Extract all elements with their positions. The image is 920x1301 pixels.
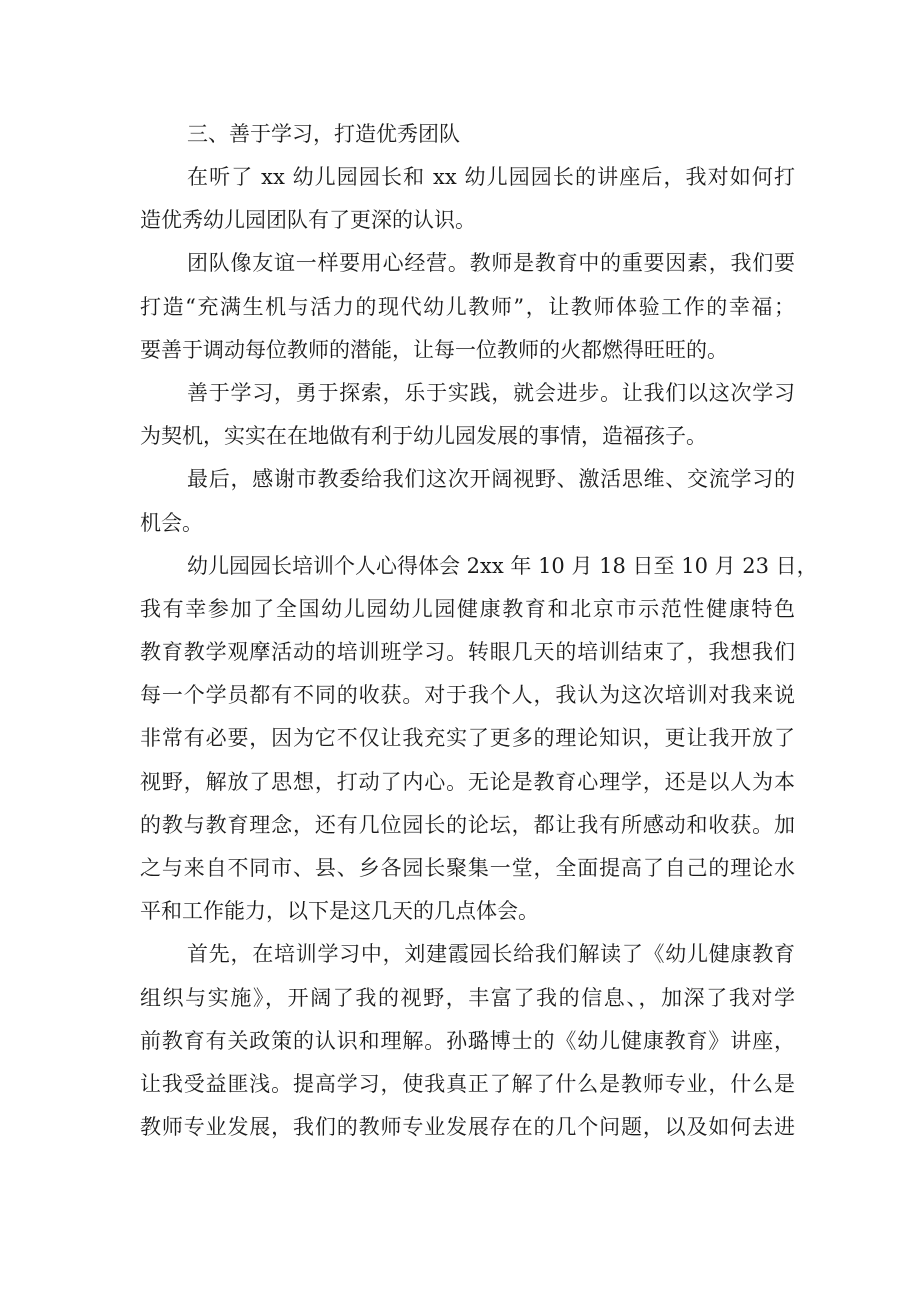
paragraph-line: 的教与教育理念，还有几位园长的论坛，都让我有所感动和收获。加	[140, 812, 795, 837]
document-body	[140, 112, 818, 1149]
paragraph	[140, 372, 795, 458]
paragraph-line: 前教育有关政策的认识和理解。孙璐博士的《幼儿健康教育》讲座，	[140, 1028, 795, 1053]
paragraph-line: 机会。	[140, 510, 203, 535]
paragraph	[140, 545, 818, 934]
paragraph-line: 幼儿园园长培训个人心得体会 2xx 年 10 月 18 日至 10 月 23 日，	[187, 553, 818, 578]
paragraph-line: 为契机，实实在在地做有利于幼儿园发展的事情，造福孩子。	[140, 424, 707, 449]
paragraph-line: 组织与实施》，开阔了我的视野，丰富了我的信息、，加深了我对学	[140, 985, 795, 1010]
paragraph-line: 在听了 xx 幼儿园园长和 xx 幼儿园园长的讲座后，我对如何打	[187, 165, 795, 189]
paragraph-line: 我有幸参加了全国幼儿园幼儿园健康教育和北京市示范性健康特色	[140, 596, 795, 621]
paragraph	[140, 156, 795, 242]
paragraph-line: 非常有必要，因为它不仅让我充实了更多的理论知识，更让我开放了	[140, 726, 795, 751]
paragraph-line: 之与来自不同市、县、乡各园长聚集一堂，全面提高了自己的理论水	[140, 856, 795, 880]
paragraph	[140, 242, 795, 372]
paragraph-line: 善于学习，勇于探索，乐于实践，就会进步。让我们以这次学习	[187, 380, 795, 405]
section-heading: 三、善于学习，打造优秀团队	[187, 122, 460, 146]
paragraph-line: 打造“充满生机与活力的现代幼儿教师”，让教师体验工作的幸福；	[140, 294, 795, 319]
paragraph-line: 最后，感谢市教委给我们这次开阔视野、激活思维、交流学习的	[187, 467, 795, 492]
paragraph-line: 造优秀幼儿园团队有了更深的认识。	[140, 208, 476, 233]
paragraph-line: 视野，解放了思想，打动了内心。无论是教育心理学，还是以人为本	[140, 769, 795, 794]
paragraph-line: 团队像友谊一样要用心经营。教师是教育中的重要因素，我们要	[187, 251, 795, 276]
paragraph-line: 让我受益匪浅。提高学习，使我真正了解了什么是教师专业，什么是	[140, 1071, 795, 1096]
paragraph-line: 平和工作能力，以下是这几天的几点体会。	[140, 899, 539, 924]
paragraph-line: 要善于调动每位教师的潜能，让每一位教师的火都燃得旺旺的。	[140, 337, 728, 362]
paragraph	[140, 458, 795, 544]
paragraph-line: 教育教学观摩活动的培训班学习。转眼几天的培训结束了，我想我们	[140, 640, 795, 665]
paragraph-line: 教师专业发展，我们的教师专业发展存在的几个问题，以及如何去进	[140, 1115, 795, 1140]
paragraph-line: 每一个学员都有不同的收获。对于我个人，我认为这次培训对我来说	[140, 683, 795, 708]
paragraph-line: 首先，在培训学习中，刘建霞园长给我们解读了《幼儿健康教育	[187, 942, 795, 967]
paragraph	[140, 933, 795, 1149]
